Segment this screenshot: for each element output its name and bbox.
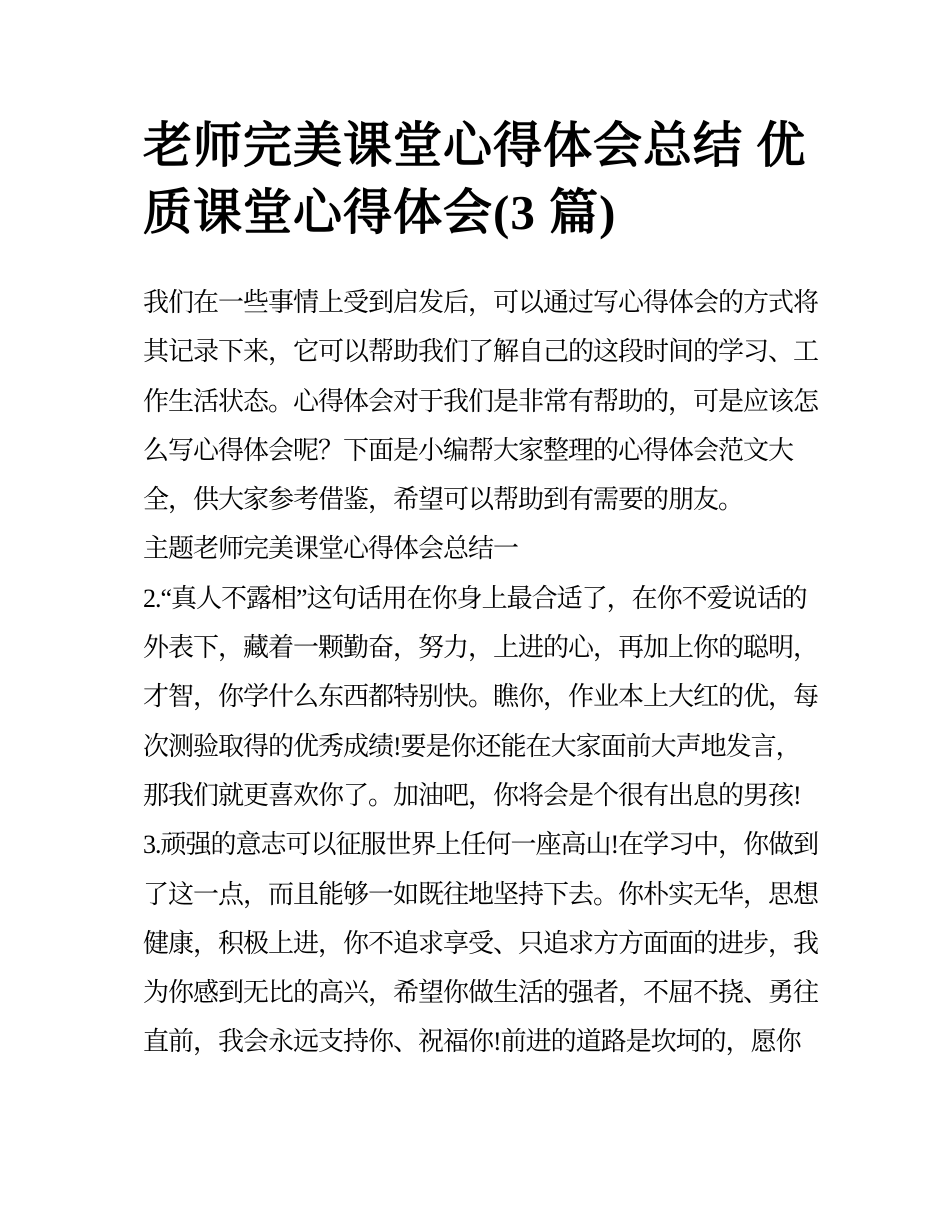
title-line-1: 老师完美课堂心得体会总结 优 [143, 118, 807, 173]
body-line: 次测验取得的优秀成绩!要是你还能在大家面前大声地发言， [143, 731, 801, 761]
body-line: 作生活状态。心得体会对于我们是非常有帮助的，可是应该怎 [143, 386, 819, 416]
body-line: 了这一点，而且能够一如既往地坚持下去。你朴实无华，思想 [143, 879, 819, 909]
body-line: 2.“真人不露相”这句话用在你身上最合适了，在你不爱说话的 [143, 583, 807, 613]
body-line: 那我们就更喜欢你了。加油吧，你将会是个很有出息的男孩! [143, 780, 801, 810]
body-line: 直前，我会永远支持你、祝福你!前进的道路是坎坷的，愿你 [143, 1027, 801, 1057]
document-title [143, 112, 863, 246]
document-body [143, 278, 833, 1067]
body-line: 才智，你学什么东西都特别快。瞧你，作业本上大红的优，每 [143, 682, 819, 712]
body-line: 3.顽强的意志可以征服世界上任何一座高山!在学习中，你做到 [143, 830, 819, 860]
body-line: 健康，积极上进，你不追求享受、只追求方方面面的进步，我 [143, 928, 819, 958]
body-line: 为你感到无比的高兴，希望你做生活的强者，不屈不挠、勇往 [143, 978, 819, 1008]
body-line: 外表下，藏着一颗勤奋，努力，上进的心，再加上你的聪明， [143, 633, 819, 663]
body-line: 我们在一些事情上受到启发后，可以通过写心得体会的方式将 [143, 288, 819, 317]
body-line: 其记录下来，它可以帮助我们了解自己的这段时间的学习、工 [143, 337, 819, 367]
body-line-section-heading: 主题老师完美课堂心得体会总结一 [143, 534, 519, 564]
title-line-2: 质课堂心得体会(3 篇) [143, 185, 617, 240]
body-line: 么写心得体会呢？下面是小编帮大家整理的心得体会范文大 [143, 435, 794, 465]
body-line: 全，供大家参考借鉴，希望可以帮助到有需要的朋友。 [143, 485, 744, 515]
